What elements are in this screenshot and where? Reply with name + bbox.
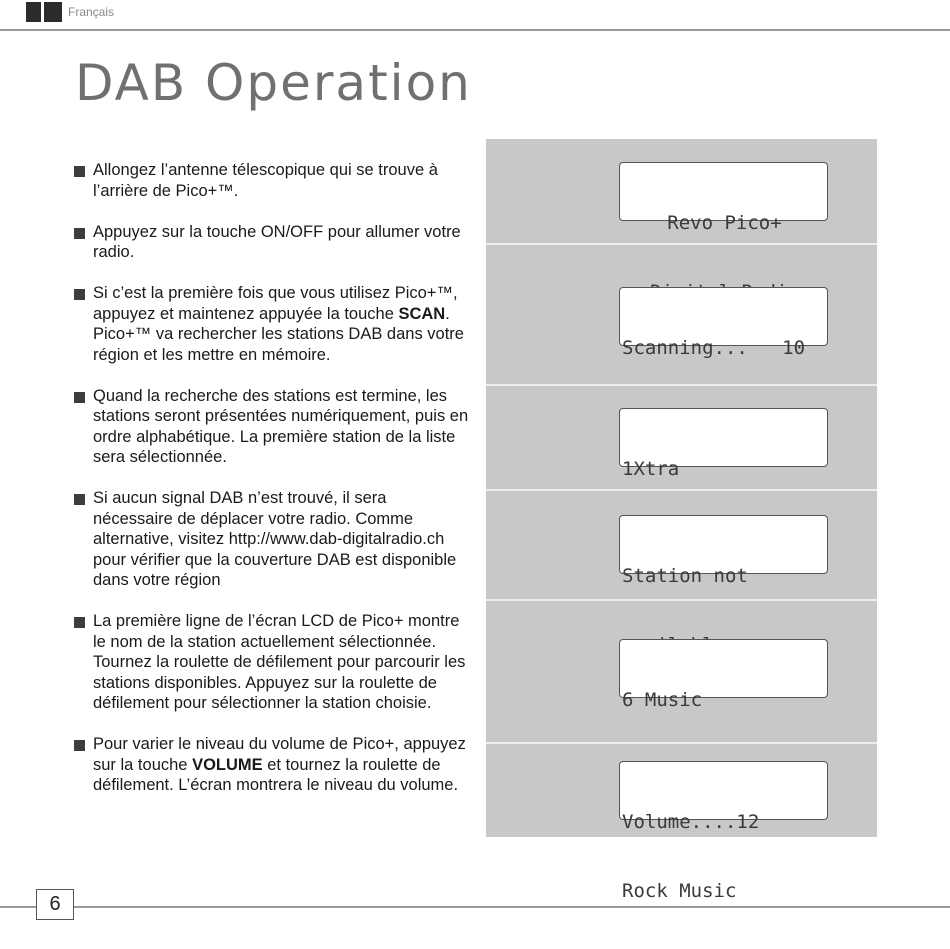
square-bullet-icon <box>74 228 85 239</box>
lcd-row <box>486 491 877 601</box>
lcd-row <box>486 245 877 386</box>
volume-key-label: VOLUME <box>192 755 263 774</box>
instruction-item: Si aucun signal DAB n’est trouvé, il sera nécessaire de déplacer votre radio. Comme alternative, visitez http://www.dab-digitalradio.ch pour vérifier que la couverture DAB est disponible dans votre région <box>74 488 469 591</box>
square-bullet-icon <box>74 392 85 403</box>
lcd-row <box>486 386 877 491</box>
lcd-screen-not-available: Station not <box>619 515 828 574</box>
bottom-divider-left <box>0 906 36 908</box>
instruction-item: Si c’est la première fois que vous utilisez Pico+™, appuyez et maintenez appuyée la touche SCAN. Pico+™ va rechercher les stations DAB dans votre région et les mettre en mémoire. <box>74 283 469 365</box>
square-bullet-icon <box>74 289 85 300</box>
bottom-divider-right <box>74 906 950 908</box>
scan-key-label: SCAN <box>398 304 446 323</box>
instruction-item: Allongez l’antenne télescopique qui se trouve à l’arrière de Pico+™. <box>74 160 469 201</box>
lcd-screen-welcome: Revo Pico+ <box>619 162 828 221</box>
lcd-illustration-panel <box>486 139 877 902</box>
square-bullet-icon <box>74 617 85 628</box>
lcd-screen-tuning: 6 Music <box>619 639 828 698</box>
instruction-item: Pour varier le niveau du volume de Pico+, appuyez sur la touche VOLUME et tournez la roulette de défilement. L’écran montrera le niveau du volume. <box>74 734 469 796</box>
lcd-screen-station: 1Xtra <box>619 408 828 467</box>
lcd-screen-scanning: Scanning... 10 <box>619 287 828 346</box>
instruction-item: Appuyez sur la touche ON/OFF pour allumer votre radio. <box>74 222 469 263</box>
top-divider <box>0 29 950 31</box>
instruction-list <box>74 160 469 816</box>
language-label: Français <box>68 5 115 19</box>
page-title: DAB Operation <box>75 54 472 112</box>
header-mark-right <box>44 2 62 22</box>
instruction-item: La première ligne de l’écran LCD de Pico+ montre le nom de la station actuellement sélectionnée. Tournez la roulette de défilement pour parcourir les stations disponibles. Appuyez sur la roulette de défilement pour sélectionner la station choisie. <box>74 611 469 714</box>
lcd-row <box>486 601 877 744</box>
header-mark-left <box>26 2 41 22</box>
square-bullet-icon <box>74 494 85 505</box>
lcd-row <box>486 744 877 902</box>
instruction-item: Quand la recherche des stations est termine, les stations seront présentées numériquement, puis en ordre alphabétique. La première station de la liste sera sélectionnée. <box>74 386 469 468</box>
page-number: 6 <box>36 889 74 920</box>
square-bullet-icon <box>74 740 85 751</box>
lcd-screen-volume: Volume....12 Rock Music <box>619 761 828 820</box>
square-bullet-icon <box>74 166 85 177</box>
lcd-row <box>486 139 877 245</box>
